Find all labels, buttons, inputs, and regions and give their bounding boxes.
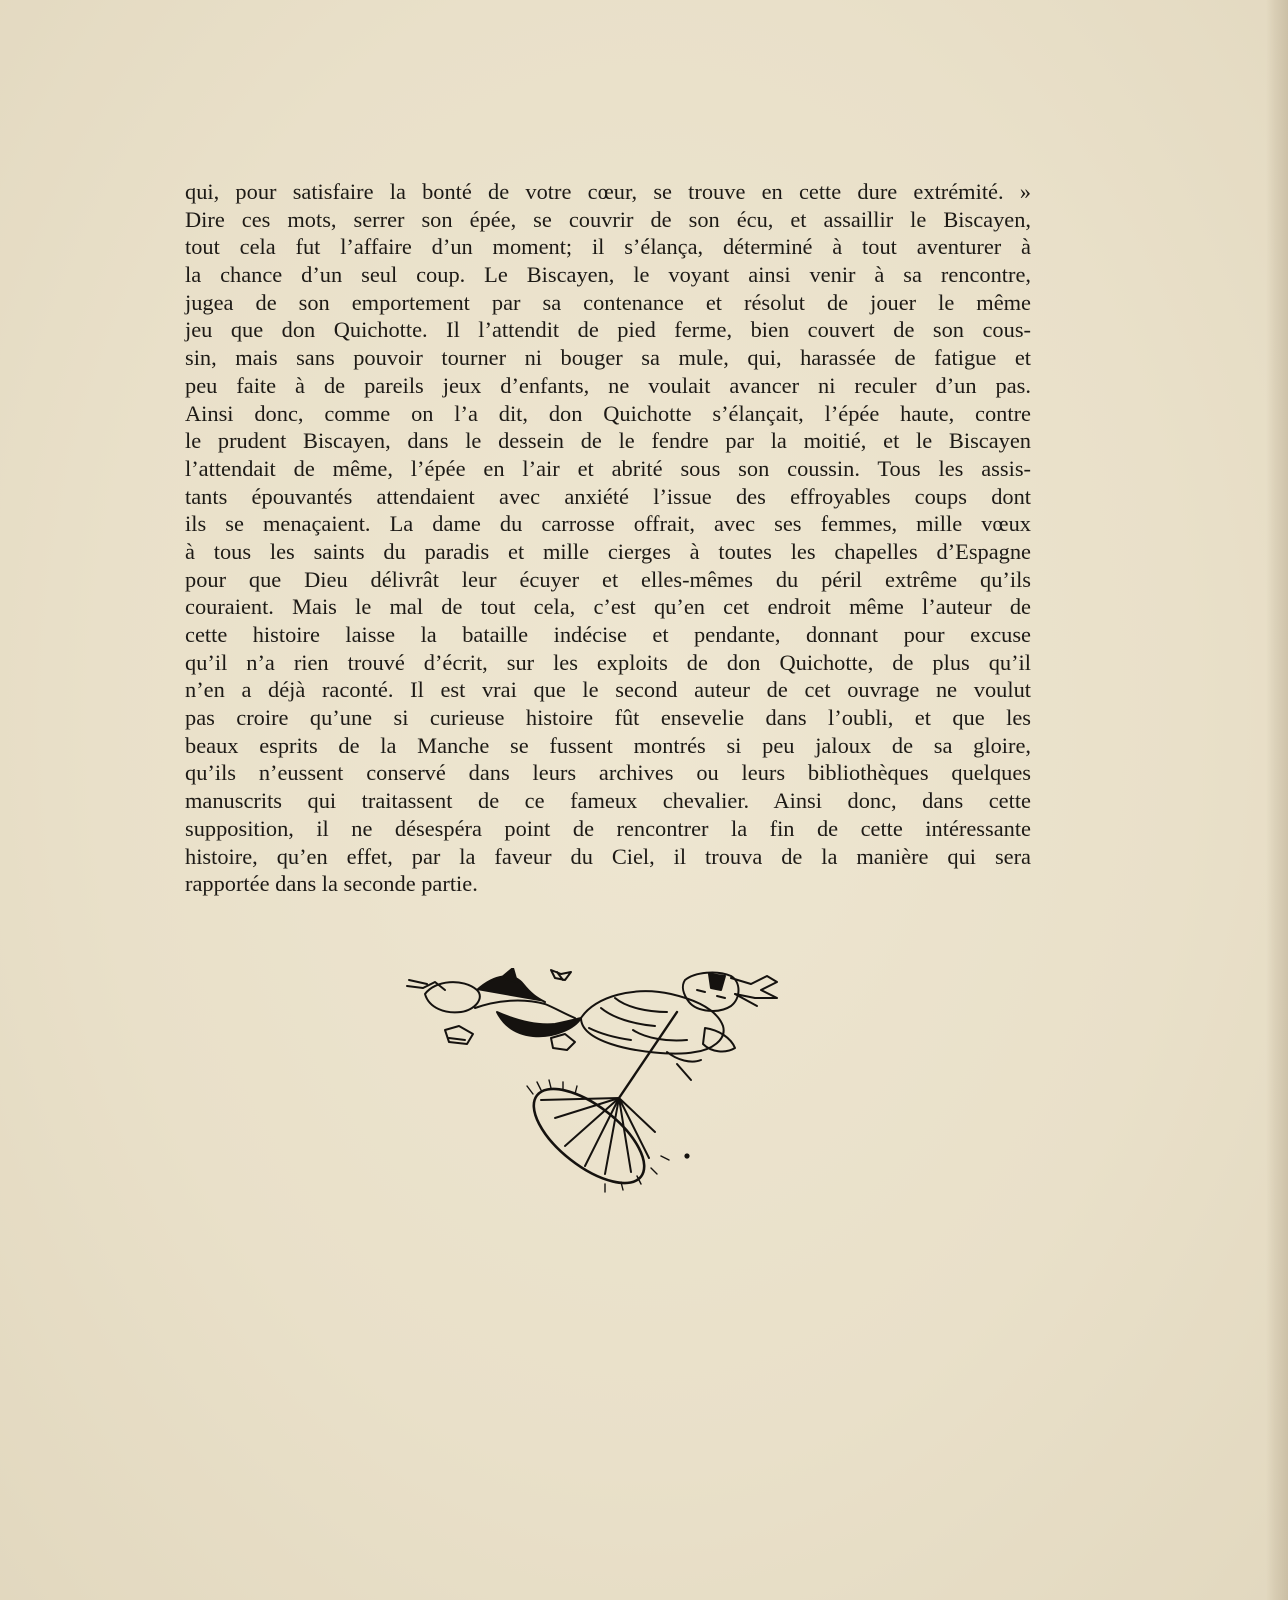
text-line: manuscrits qui traitassent de ce fameux chevalier. Ainsi donc, dans cette bbox=[185, 788, 1031, 814]
text-line: ils se menaçaient. La dame du carrosse offrait, avec ses femmes, mille vœux bbox=[185, 511, 1031, 537]
text-line: Ainsi donc, comme on l’a dit, don Quichotte s’élançait, l’épée haute, contre bbox=[185, 400, 1031, 426]
text-line: jeu que don Quichotte. Il l’attendit de pied ferme, bien couvert de son cous- bbox=[185, 317, 1031, 343]
text-line: l’attendait de même, l’épée en l’air et abrité sous son coussin. Tous les assis- bbox=[185, 455, 1031, 481]
text-line: cette histoire laisse la bataille indécise et pendante, donnant pour excuse bbox=[185, 622, 1031, 647]
text-line: jugea de son emportement par sa contenance et résolut de jouer le même bbox=[185, 289, 1031, 315]
text-line: beaux esprits de la Manche se fussent montrés si peu jaloux de sa gloire, bbox=[185, 732, 1031, 758]
text-line: pas croire qu’une si curieuse histoire fût ensevelie dans l’oubli, et que les bbox=[185, 705, 1031, 731]
text-line: Dire ces mots, serrer son épée, se couvrir de son écu, et assaillir le Biscayen, bbox=[185, 206, 1031, 232]
text-line: histoire, qu’en effet, par la faveur du Ciel, il trouva de la manière qui sera bbox=[185, 843, 1031, 869]
text-line: qu’il n’a rien trouvé d’écrit, sur les exploits de don Quichotte, de plus qu’il bbox=[185, 649, 1031, 675]
sleeping-figures-illustration-icon bbox=[405, 968, 805, 1208]
text-line: tants épouvantés attendaient avec anxiété l’issue des effroyables coups dont bbox=[185, 483, 1031, 509]
text-line: rapportée dans la seconde partie. bbox=[185, 871, 478, 897]
text-line: supposition, il ne désespéra point de rencontrer la fin de cette intéressante bbox=[185, 815, 1031, 841]
text-line: peu faite à de pareils jeux d’enfants, ne voulait avancer ni reculer d’un pas. bbox=[185, 372, 1031, 398]
text-line: à tous les saints du paradis et mille cierges à toutes les chapelles d’Espagne bbox=[185, 538, 1031, 564]
text-line: qu’ils n’eussent conservé dans leurs archives ou leurs bibliothèques quelques bbox=[185, 760, 1031, 786]
text-line: la chance d’un seul coup. Le Biscayen, le voyant ainsi venir à sa rencontre, bbox=[185, 262, 1031, 288]
text-line: qui, pour satisfaire la bonté de votre cœur, se trouve en cette dure extrémité. » bbox=[185, 179, 1031, 204]
body-text bbox=[185, 178, 1031, 898]
text-line: n’en a déjà raconté. Il est vrai que le second auteur de cet ouvrage ne voulut bbox=[185, 677, 1031, 703]
text-line: sin, mais sans pouvoir tourner ni bouger sa mule, qui, harassée de fatigue et bbox=[185, 345, 1031, 371]
text-line: tout cela fut l’affaire d’un moment; il s’élança, déterminé à tout aventurer à bbox=[185, 234, 1031, 260]
text-line: pour que Dieu délivrât leur écuyer et elles-mêmes du péril extrême qu’ils bbox=[185, 566, 1031, 592]
text-line: le prudent Biscayen, dans le dessein de le fendre par la moitié, et le Biscayen bbox=[185, 428, 1031, 454]
page-edge-shadow bbox=[1266, 0, 1288, 1600]
text-line: couraient. Mais le mal de tout cela, c’est qu’en cet endroit même l’auteur de bbox=[185, 594, 1031, 620]
